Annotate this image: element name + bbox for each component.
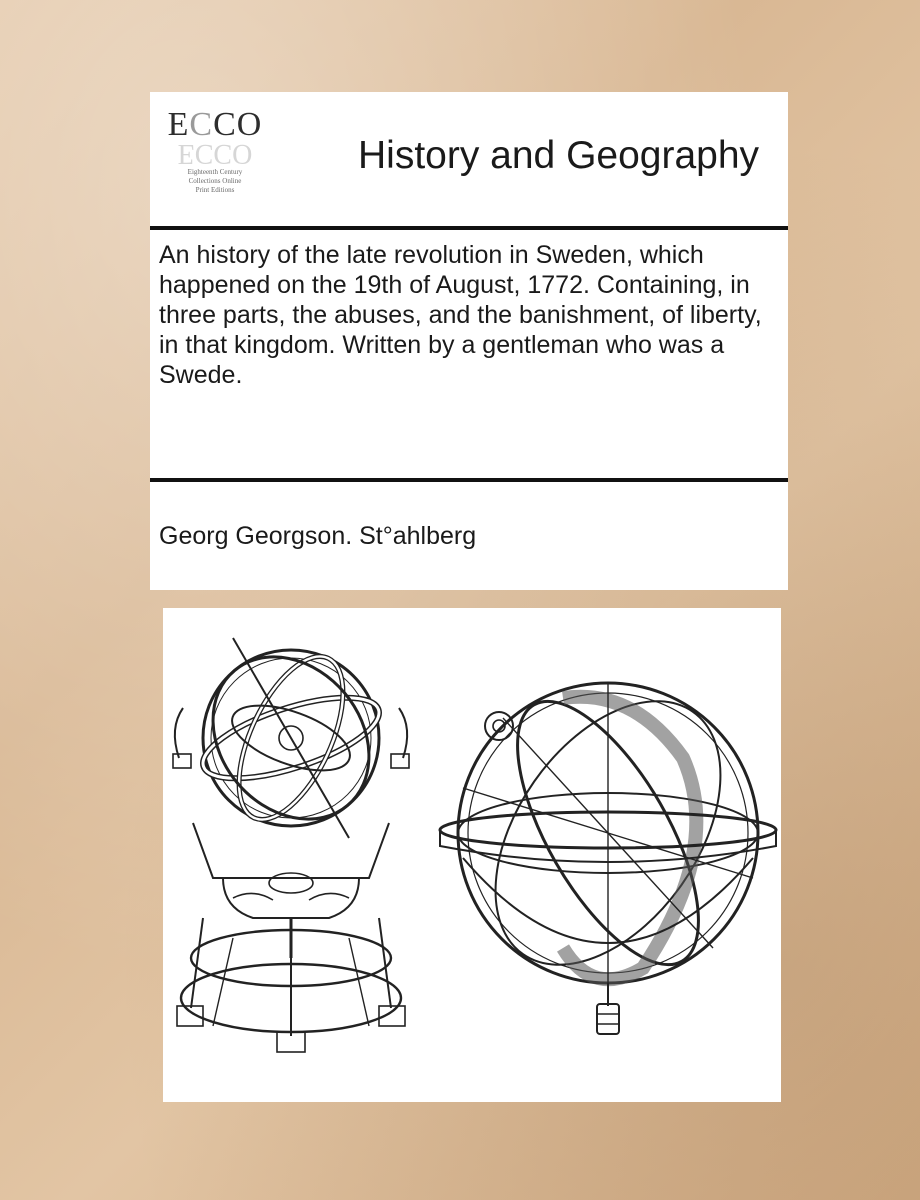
cover-panel bbox=[150, 92, 788, 590]
celestial-sphere-icon bbox=[440, 660, 776, 1034]
logo-reflection: ECCO bbox=[177, 138, 253, 169]
author-name: Georg Georgson. St°ahlberg bbox=[159, 522, 477, 550]
series-title: History and Geography bbox=[358, 134, 760, 177]
book-title: An history of the late revolution in Sweden, which happened on the 19th of August, 1772. Containing, in three parts, the abuses, and the banishment, of liberty, in that kingdom. Written by a gentleman who was a Swede. bbox=[159, 241, 762, 389]
illustration-plate bbox=[163, 608, 781, 1102]
title-divider bbox=[150, 478, 788, 482]
logo-mark: ECCO bbox=[167, 106, 263, 143]
logo-caption: Eighteenth Century Collections Online Print Editions bbox=[187, 168, 243, 194]
ecco-logo bbox=[164, 108, 266, 212]
header-divider bbox=[150, 226, 788, 230]
armillary-sphere-icon bbox=[173, 626, 409, 1052]
header-band bbox=[150, 92, 788, 224]
